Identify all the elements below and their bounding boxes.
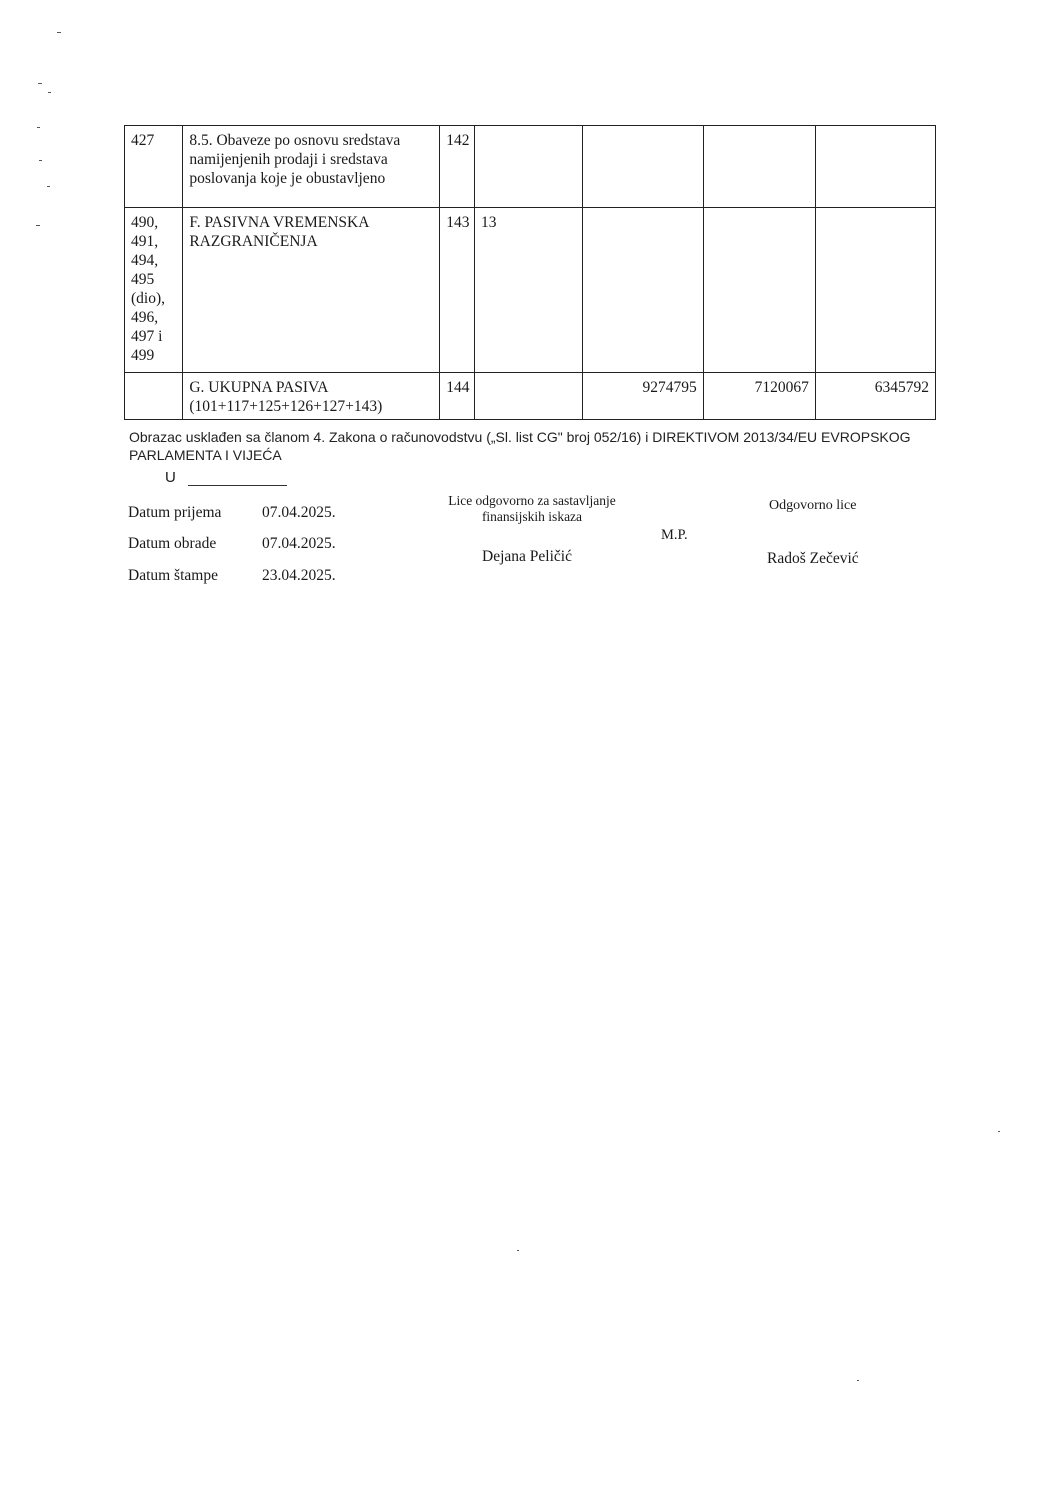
opening-balance-cell: 6345792	[815, 373, 935, 420]
balance-sheet-table	[124, 125, 936, 420]
scan-speck	[47, 186, 50, 187]
aop-cell: 143	[440, 208, 475, 373]
table-row	[125, 126, 936, 208]
scan-speck	[36, 225, 40, 226]
current-year-cell	[582, 208, 703, 373]
position-cell: G. UKUPNA PASIVA (101+117+125+126+127+143)	[183, 373, 440, 420]
table-row	[125, 208, 936, 373]
previous-year-cell	[703, 126, 815, 208]
account-cell: 490, 491, 494, 495 (dio), 496, 497 i 499	[125, 208, 183, 373]
aop-cell: 142	[440, 126, 475, 208]
current-year-cell: 9274795	[582, 373, 703, 420]
aop-cell: 144	[440, 373, 475, 420]
processing-date-value: 07.04.2025.	[262, 535, 336, 552]
previous-year-cell	[703, 208, 815, 373]
preparer-title: Lice odgovorno za sastavljanje finansijskih iskaza	[448, 493, 616, 524]
preparer-name: Dejana Peličić	[482, 548, 572, 565]
print-date-value: 23.04.2025.	[262, 567, 336, 584]
scan-speck	[857, 1380, 859, 1381]
scan-speck	[39, 160, 42, 161]
place-label: U	[165, 469, 176, 486]
current-year-cell	[582, 126, 703, 208]
place-blank-line	[188, 485, 287, 486]
processing-date-label: Datum obrade	[128, 535, 217, 552]
scan-speck	[57, 32, 61, 33]
account-cell: 427	[125, 126, 183, 208]
scan-speck	[37, 127, 40, 128]
responsible-person-name: Radoš Zečević	[767, 550, 859, 567]
scan-speck	[517, 1250, 519, 1251]
opening-balance-cell	[815, 208, 935, 373]
scan-speck	[48, 92, 51, 93]
position-cell: 8.5. Obaveze po osnovu sredstava namijenjenih prodaji i sredstava poslovanja koje je obustavljeno	[183, 126, 440, 208]
opening-balance-cell	[815, 126, 935, 208]
account-cell	[125, 373, 183, 420]
responsible-person-title: Odgovorno lice	[769, 498, 857, 513]
scan-speck	[38, 83, 42, 84]
receipt-date-value: 07.04.2025.	[262, 504, 336, 521]
print-date-label: Datum štampe	[128, 567, 218, 584]
note-cell	[474, 126, 582, 208]
compliance-note: Obrazac usklađen sa članom 4. Zakona o računovodstvu („Sl. list CG" broj 052/16) i DIREKTIVOM 2013/34/EU EVROPSKOG PARLAMENTA I VIJEĆA	[129, 429, 911, 463]
stamp-label: M.P.	[661, 527, 688, 543]
position-cell: F. PASIVNA VREMENSKA RAZGRANIČENJA	[183, 208, 440, 373]
scan-speck	[998, 1131, 1000, 1132]
note-cell	[474, 373, 582, 420]
table-row	[125, 373, 936, 420]
note-cell: 13	[474, 208, 582, 373]
previous-year-cell: 7120067	[703, 373, 815, 420]
receipt-date-label: Datum prijema	[128, 504, 222, 521]
